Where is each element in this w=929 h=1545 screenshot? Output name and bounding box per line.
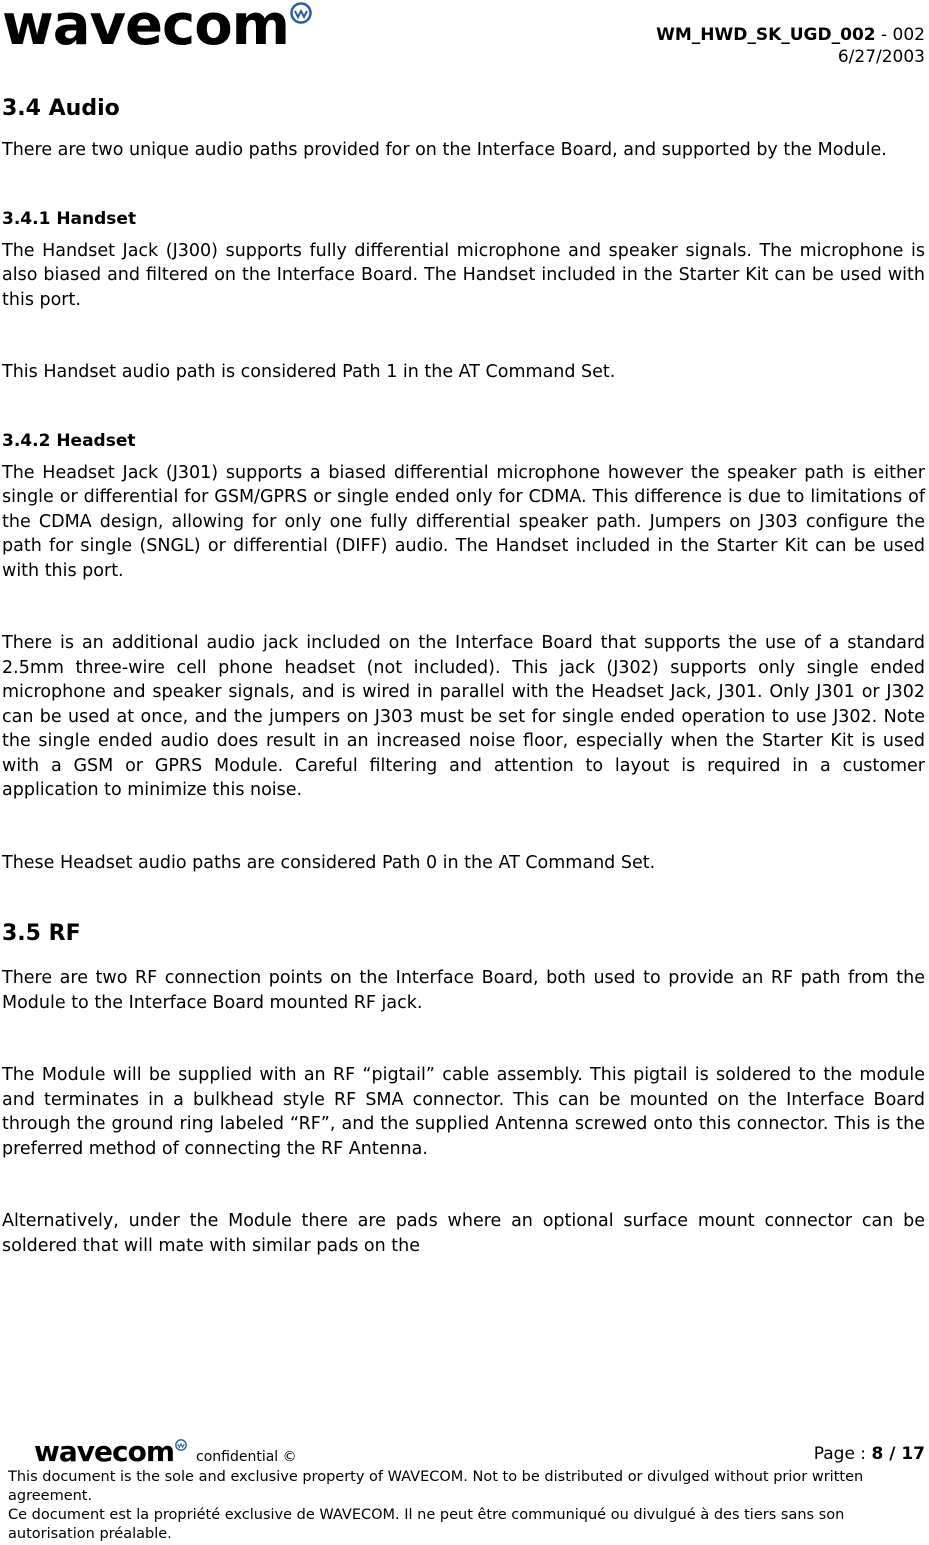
- document-revision: - 002: [875, 25, 925, 45]
- footer-wavecom-logo: [34, 1436, 187, 1468]
- section-3-4-2-para-3: These Headset audio paths are considered Path 0 in the AT Command Set.: [2, 852, 656, 873]
- section-3-4-intro: There are two unique audio paths provided for on the Interface Board, and supported by the Module.: [2, 140, 887, 160]
- page-number: [814, 1444, 925, 1464]
- page-count: 8 / 17: [871, 1444, 925, 1464]
- document-date: 6/27/2003: [837, 47, 925, 67]
- footer-confidential: confidential ©: [196, 1449, 297, 1465]
- footer-logo-swirl-icon: [175, 1439, 187, 1451]
- footer-logo-wordmark: wavecom: [34, 1435, 175, 1468]
- logo-swirl-icon: [290, 2, 312, 24]
- section-3-5-title: 3.5 RF: [2, 921, 81, 946]
- footer-notice-fr: Ce document est la propriété exclusive de WAVECOM. Il ne peut être communiqué ou divulgué à des tiers sans son autorisation préalable.: [8, 1507, 845, 1542]
- page-label: Page :: [813, 1444, 872, 1464]
- section-3-5-para-3: Alternatively, under the Module there are pads where an optional surface mount connector can be soldered that will mate with similar pads on the: [2, 1211, 925, 1256]
- logo-wordmark: wavecom: [2, 0, 290, 58]
- section-3-4-1-para-1: The Handset Jack (J300) supports fully differential microphone and speaker signals. The microphone is also biased and filtered on the Interface Board. The Handset included in the Starter Kit can be used with this port.: [2, 240, 925, 310]
- section-3-4-1-para-2: This Handset audio path is considered Path 1 in the AT Command Set.: [2, 362, 616, 382]
- document-id: WM_HWD_SK_UGD_002: [656, 25, 876, 45]
- wavecom-logo: [2, 0, 312, 58]
- page-footer: [0, 1435, 929, 1544]
- document-body: [2, 96, 925, 1258]
- section-3-5-para-2: The Module will be supplied with an RF “pigtail” cable assembly. This pigtail is soldered to the module and terminates in a bulkhead style RF SMA connector. This can be mounted on the Interface Board through the ground ring labeled “RF”, and the supplied Antenna screwed onto this connector. This is the preferred method of connecting the RF Antenna.: [2, 1065, 925, 1159]
- footer-notice-en: This document is the sole and exclusive property of WAVECOM. Not to be distributed or divulged without prior written agreement.: [8, 1469, 864, 1504]
- document-id-line: [656, 24, 925, 46]
- footer-top-row: [0, 1435, 929, 1468]
- document-header-info: [656, 24, 925, 68]
- section-3-4-2-para-1: The Headset Jack (J301) supports a biased differential microphone however the speaker path is either single or differential for GSM/GPRS or single ended only for CDMA. This difference is due to limitations of the CDMA design, allowing for only one fully differential speaker path. Jumpers on J303 configure the path for single (SNGL) or differential (DIFF) audio. The Handset included in the Starter Kit can be used with this port.: [2, 462, 925, 581]
- section-3-4-1-title: 3.4.1 Handset: [2, 208, 137, 229]
- section-3-5-para-1: There are two RF connection points on the Interface Board, both used to provide an RF path from the Module to the Interface Board mounted RF jack.: [2, 968, 925, 1013]
- section-3-4-title: 3.4 Audio: [2, 96, 120, 121]
- section-3-4-2-title: 3.4.2 Headset: [2, 430, 136, 451]
- section-3-4-2-para-2: There is an additional audio jack included on the Interface Board that supports the use of a standard 2.5mm three-wire cell phone headset (not included). This jack (J302) supports only single ended microphone and speaker signals, and is wired in parallel with the Headset Jack, J301. Only J301 or J302 can be used at once, and the jumpers on J303 must be set for single ended operation to use J302. Note the single ended audio does result in an increased noise floor, especially when the Starter Kit is used with a GSM or GPRS Module. Careful filtering and attention to layout is required in a customer application to minimize this noise.: [2, 633, 925, 800]
